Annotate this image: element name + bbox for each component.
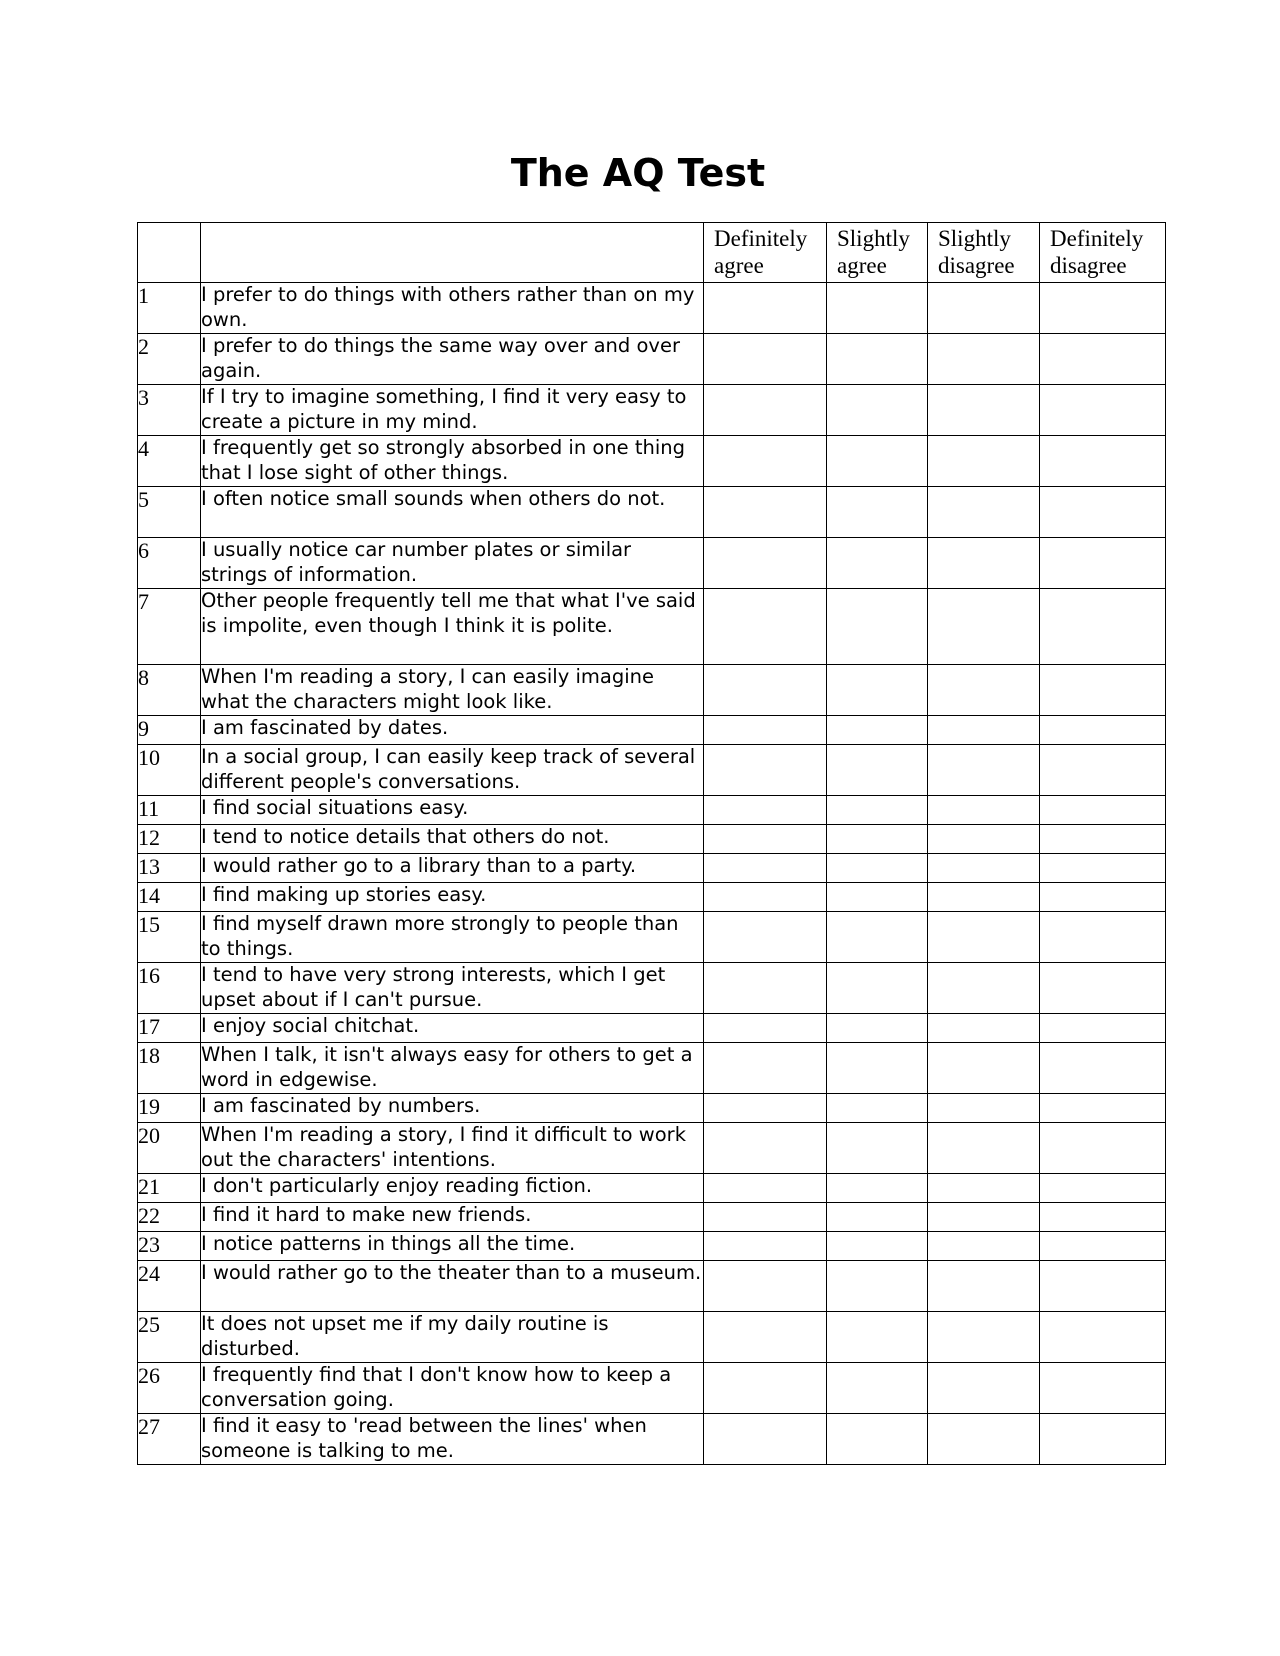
question-number: 22 <box>138 1203 201 1232</box>
question-number: 2 <box>138 334 201 385</box>
table-row <box>138 1043 1166 1094</box>
answer-cell-definitely-agree[interactable] <box>704 538 827 589</box>
question-statement: I find myself drawn more strongly to people than to things. <box>201 912 704 963</box>
answer-cell-slightly-agree[interactable] <box>827 883 928 912</box>
question-number: 17 <box>138 1014 201 1043</box>
answer-cell-slightly-agree[interactable] <box>827 538 928 589</box>
answer-cell-definitely-agree[interactable] <box>704 716 827 745</box>
question-number: 3 <box>138 385 201 436</box>
header-definitely-disagree: Definitely disagree <box>1040 223 1166 283</box>
answer-cell-slightly-disagree[interactable] <box>928 825 1040 854</box>
answer-cell-definitely-disagree[interactable] <box>1040 912 1166 963</box>
answer-cell-slightly-disagree[interactable] <box>928 385 1040 436</box>
answer-cell-slightly-agree[interactable] <box>827 385 928 436</box>
answer-cell-slightly-agree[interactable] <box>827 1312 928 1363</box>
answer-cell-definitely-agree[interactable] <box>704 589 827 665</box>
answer-cell-slightly-agree[interactable] <box>827 825 928 854</box>
answer-cell-definitely-agree[interactable] <box>704 385 827 436</box>
question-number: 13 <box>138 854 201 883</box>
question-number: 25 <box>138 1312 201 1363</box>
question-statement: When I'm reading a story, I find it difficult to work out the characters' intentions. <box>201 1123 704 1174</box>
answer-cell-slightly-disagree[interactable] <box>928 665 1040 716</box>
answer-cell-slightly-disagree[interactable] <box>928 436 1040 487</box>
answer-cell-slightly-disagree[interactable] <box>928 963 1040 1014</box>
answer-cell-definitely-disagree[interactable] <box>1040 1043 1166 1094</box>
question-number: 26 <box>138 1363 201 1414</box>
answer-cell-definitely-disagree[interactable] <box>1040 1174 1166 1203</box>
answer-cell-slightly-disagree[interactable] <box>928 745 1040 796</box>
answer-cell-definitely-agree[interactable] <box>704 665 827 716</box>
answer-cell-definitely-agree[interactable] <box>704 1261 827 1312</box>
question-number: 9 <box>138 716 201 745</box>
table-row <box>138 665 1166 716</box>
answer-cell-slightly-agree[interactable] <box>827 716 928 745</box>
question-statement: I frequently get so strongly absorbed in one thing that I lose sight of other things. <box>201 436 704 487</box>
question-number: 12 <box>138 825 201 854</box>
answer-cell-definitely-disagree[interactable] <box>1040 1261 1166 1312</box>
answer-cell-definitely-disagree[interactable] <box>1040 1203 1166 1232</box>
question-number: 18 <box>138 1043 201 1094</box>
answer-cell-slightly-disagree[interactable] <box>928 487 1040 538</box>
question-number: 24 <box>138 1261 201 1312</box>
question-number: 1 <box>138 283 201 334</box>
table-row <box>138 436 1166 487</box>
answer-cell-definitely-agree[interactable] <box>704 854 827 883</box>
question-statement: I prefer to do things the same way over and over again. <box>201 334 704 385</box>
answer-cell-definitely-agree[interactable] <box>704 883 827 912</box>
question-statement: I am fascinated by numbers. <box>201 1094 704 1123</box>
question-number: 27 <box>138 1414 201 1465</box>
question-statement: I tend to notice details that others do not. <box>201 825 704 854</box>
answer-cell-definitely-agree[interactable] <box>704 963 827 1014</box>
question-statement: I find it easy to 'read between the lines' when someone is talking to me. <box>201 1414 704 1465</box>
table-row <box>138 1414 1166 1465</box>
answer-cell-slightly-disagree[interactable] <box>928 1094 1040 1123</box>
answer-cell-slightly-agree[interactable] <box>827 436 928 487</box>
aq-questionnaire-table <box>137 222 1166 1465</box>
answer-cell-slightly-agree[interactable] <box>827 854 928 883</box>
answer-cell-definitely-disagree[interactable] <box>1040 1123 1166 1174</box>
question-number: 7 <box>138 589 201 665</box>
table-row <box>138 1261 1166 1312</box>
question-statement: I enjoy social chitchat. <box>201 1014 704 1043</box>
header-statement-cell <box>201 223 704 283</box>
answer-cell-slightly-agree[interactable] <box>827 1261 928 1312</box>
question-number: 16 <box>138 963 201 1014</box>
answer-cell-slightly-agree[interactable] <box>827 963 928 1014</box>
table-row <box>138 538 1166 589</box>
answer-cell-slightly-agree[interactable] <box>827 283 928 334</box>
answer-cell-slightly-agree[interactable] <box>827 1203 928 1232</box>
answer-cell-slightly-agree[interactable] <box>827 487 928 538</box>
answer-cell-definitely-agree[interactable] <box>704 1014 827 1043</box>
answer-cell-slightly-disagree[interactable] <box>928 854 1040 883</box>
table-row <box>138 854 1166 883</box>
answer-cell-slightly-agree[interactable] <box>827 796 928 825</box>
answer-cell-definitely-disagree[interactable] <box>1040 963 1166 1014</box>
answer-cell-definitely-disagree[interactable] <box>1040 1312 1166 1363</box>
answer-cell-definitely-disagree[interactable] <box>1040 334 1166 385</box>
question-number: 5 <box>138 487 201 538</box>
table-row <box>138 1094 1166 1123</box>
question-statement: It does not upset me if my daily routine is disturbed. <box>201 1312 704 1363</box>
answer-cell-definitely-agree[interactable] <box>704 1414 827 1465</box>
question-statement: If I try to imagine something, I find it very easy to create a picture in my mind. <box>201 385 704 436</box>
answer-cell-definitely-disagree[interactable] <box>1040 716 1166 745</box>
answer-cell-definitely-disagree[interactable] <box>1040 589 1166 665</box>
answer-cell-definitely-agree[interactable] <box>704 334 827 385</box>
answer-cell-definitely-agree[interactable] <box>704 745 827 796</box>
answer-cell-slightly-agree[interactable] <box>827 1414 928 1465</box>
question-statement: I don't particularly enjoy reading fiction. <box>201 1174 704 1203</box>
question-statement: When I'm reading a story, I can easily imagine what the characters might look like. <box>201 665 704 716</box>
table-row <box>138 589 1166 665</box>
question-number: 11 <box>138 796 201 825</box>
answer-cell-slightly-agree[interactable] <box>827 745 928 796</box>
table-row <box>138 796 1166 825</box>
table-row <box>138 1312 1166 1363</box>
question-number: 15 <box>138 912 201 963</box>
answer-cell-slightly-agree[interactable] <box>827 334 928 385</box>
answer-cell-slightly-disagree[interactable] <box>928 1363 1040 1414</box>
answer-cell-slightly-disagree[interactable] <box>928 538 1040 589</box>
answer-cell-definitely-agree[interactable] <box>704 1174 827 1203</box>
answer-cell-slightly-agree[interactable] <box>827 1043 928 1094</box>
question-statement: I find it hard to make new friends. <box>201 1203 704 1232</box>
table-row <box>138 1014 1166 1043</box>
answer-cell-slightly-disagree[interactable] <box>928 1014 1040 1043</box>
question-statement: In a social group, I can easily keep track of several different people's conversations. <box>201 745 704 796</box>
answer-cell-definitely-agree[interactable] <box>704 1363 827 1414</box>
header-number-cell <box>138 223 201 283</box>
question-number: 21 <box>138 1174 201 1203</box>
answer-cell-definitely-disagree[interactable] <box>1040 1414 1166 1465</box>
answer-cell-definitely-disagree[interactable] <box>1040 1363 1166 1414</box>
answer-cell-slightly-disagree[interactable] <box>928 334 1040 385</box>
answer-cell-slightly-agree[interactable] <box>827 589 928 665</box>
answer-cell-definitely-disagree[interactable] <box>1040 538 1166 589</box>
answer-cell-definitely-disagree[interactable] <box>1040 1014 1166 1043</box>
answer-cell-definitely-disagree[interactable] <box>1040 796 1166 825</box>
answer-cell-definitely-disagree[interactable] <box>1040 1094 1166 1123</box>
answer-cell-slightly-agree[interactable] <box>827 1174 928 1203</box>
answer-cell-slightly-disagree[interactable] <box>928 1261 1040 1312</box>
header-slightly-agree: Slightly agree <box>827 223 928 283</box>
question-number: 14 <box>138 883 201 912</box>
answer-cell-slightly-agree[interactable] <box>827 1014 928 1043</box>
answer-cell-slightly-disagree[interactable] <box>928 589 1040 665</box>
answer-cell-slightly-disagree[interactable] <box>928 1043 1040 1094</box>
header-definitely-agree: Definitely agree <box>704 223 827 283</box>
answer-cell-definitely-agree[interactable] <box>704 1312 827 1363</box>
answer-cell-slightly-disagree[interactable] <box>928 1414 1040 1465</box>
answer-cell-slightly-disagree[interactable] <box>928 283 1040 334</box>
table-row <box>138 283 1166 334</box>
table-row <box>138 1203 1166 1232</box>
answer-cell-definitely-agree[interactable] <box>704 796 827 825</box>
question-statement: I am fascinated by dates. <box>201 716 704 745</box>
answer-cell-definitely-disagree[interactable] <box>1040 487 1166 538</box>
table-row <box>138 334 1166 385</box>
answer-cell-slightly-disagree[interactable] <box>928 1203 1040 1232</box>
answer-cell-definitely-disagree[interactable] <box>1040 745 1166 796</box>
question-statement: Other people frequently tell me that what I've said is impolite, even though I think it is polite. <box>201 589 704 665</box>
question-statement: I would rather go to a library than to a party. <box>201 854 704 883</box>
question-number: 6 <box>138 538 201 589</box>
answer-cell-slightly-agree[interactable] <box>827 1123 928 1174</box>
answer-cell-definitely-agree[interactable] <box>704 283 827 334</box>
answer-cell-slightly-disagree[interactable] <box>928 796 1040 825</box>
header-slightly-disagree: Slightly disagree <box>928 223 1040 283</box>
answer-cell-definitely-agree[interactable] <box>704 1094 827 1123</box>
question-number: 23 <box>138 1232 201 1261</box>
answer-cell-slightly-disagree[interactable] <box>928 716 1040 745</box>
answer-cell-definitely-disagree[interactable] <box>1040 436 1166 487</box>
answer-cell-definitely-agree[interactable] <box>704 436 827 487</box>
question-number: 8 <box>138 665 201 716</box>
table-row <box>138 716 1166 745</box>
question-statement: I notice patterns in things all the time. <box>201 1232 704 1261</box>
answer-cell-definitely-disagree[interactable] <box>1040 883 1166 912</box>
answer-cell-definitely-disagree[interactable] <box>1040 1232 1166 1261</box>
table-header-row <box>138 223 1166 283</box>
page-title: The AQ Test <box>510 151 766 195</box>
answer-cell-definitely-disagree[interactable] <box>1040 385 1166 436</box>
answer-cell-definitely-disagree[interactable] <box>1040 854 1166 883</box>
question-statement: I often notice small sounds when others do not. <box>201 487 704 538</box>
answer-cell-slightly-disagree[interactable] <box>928 912 1040 963</box>
table-row <box>138 963 1166 1014</box>
answer-cell-slightly-disagree[interactable] <box>928 1312 1040 1363</box>
question-statement: I would rather go to the theater than to a museum. <box>201 1261 704 1312</box>
answer-cell-slightly-agree[interactable] <box>827 1363 928 1414</box>
answer-cell-slightly-disagree[interactable] <box>928 1123 1040 1174</box>
answer-cell-definitely-agree[interactable] <box>704 912 827 963</box>
answer-cell-slightly-disagree[interactable] <box>928 1174 1040 1203</box>
table-row <box>138 1174 1166 1203</box>
answer-cell-definitely-agree[interactable] <box>704 1203 827 1232</box>
table-row <box>138 883 1166 912</box>
answer-cell-definitely-agree[interactable] <box>704 825 827 854</box>
question-number: 20 <box>138 1123 201 1174</box>
table-row <box>138 1232 1166 1261</box>
table-row <box>138 745 1166 796</box>
question-statement: I frequently find that I don't know how to keep a conversation going. <box>201 1363 704 1414</box>
table-row <box>138 487 1166 538</box>
question-statement: I find making up stories easy. <box>201 883 704 912</box>
question-number: 10 <box>138 745 201 796</box>
question-number: 4 <box>138 436 201 487</box>
answer-cell-slightly-agree[interactable] <box>827 665 928 716</box>
table-row <box>138 1123 1166 1174</box>
answer-cell-definitely-disagree[interactable] <box>1040 283 1166 334</box>
question-number: 19 <box>138 1094 201 1123</box>
question-statement: I tend to have very strong interests, which I get upset about if I can't pursue. <box>201 963 704 1014</box>
question-statement: I find social situations easy. <box>201 796 704 825</box>
answer-cell-definitely-disagree[interactable] <box>1040 665 1166 716</box>
answer-cell-slightly-agree[interactable] <box>827 1232 928 1261</box>
table-body <box>138 283 1166 1465</box>
answer-cell-slightly-agree[interactable] <box>827 912 928 963</box>
table-row <box>138 1363 1166 1414</box>
answer-cell-definitely-agree[interactable] <box>704 1232 827 1261</box>
answer-cell-definitely-disagree[interactable] <box>1040 825 1166 854</box>
answer-cell-definitely-agree[interactable] <box>704 1043 827 1094</box>
table-row <box>138 825 1166 854</box>
answer-cell-definitely-agree[interactable] <box>704 1123 827 1174</box>
table-row <box>138 912 1166 963</box>
answer-cell-definitely-agree[interactable] <box>704 487 827 538</box>
question-statement: I prefer to do things with others rather than on my own. <box>201 283 704 334</box>
table-row <box>138 385 1166 436</box>
answer-cell-slightly-agree[interactable] <box>827 1094 928 1123</box>
answer-cell-slightly-disagree[interactable] <box>928 1232 1040 1261</box>
question-statement: I usually notice car number plates or similar strings of information. <box>201 538 704 589</box>
answer-cell-slightly-disagree[interactable] <box>928 883 1040 912</box>
question-statement: When I talk, it isn't always easy for others to get a word in edgewise. <box>201 1043 704 1094</box>
